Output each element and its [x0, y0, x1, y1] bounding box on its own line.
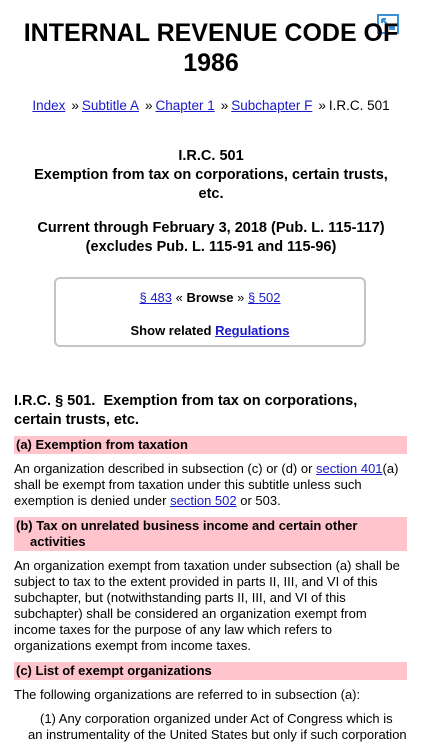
breadcrumb-separator: »	[144, 98, 153, 113]
main-section-heading	[14, 392, 408, 430]
breadcrumb-current: I.R.C. 501	[328, 98, 390, 113]
subsection-b-heading	[14, 517, 407, 551]
breadcrumb-separator: »	[318, 98, 326, 113]
subsection-c-item-1: (1) Any corporation organized under Act of Congress which is an instrumentality of the United States but only if such corporation	[28, 711, 407, 742]
section-number: I.R.C. 501	[178, 148, 244, 164]
breadcrumb-subchapter-f[interactable]: Subchapter F	[231, 98, 313, 113]
regulations-link[interactable]: Regulations	[215, 323, 290, 338]
subsection-a-line2: shall be exempt from taxation under this subtitle unless such	[14, 477, 362, 492]
next-arrow: »	[237, 290, 245, 305]
breadcrumb-separator: »	[220, 98, 229, 113]
section-heading	[14, 147, 408, 204]
prev-arrow: «	[175, 290, 183, 305]
main-heading-line2: certain trusts, etc.	[14, 412, 139, 428]
prev-section-link[interactable]: § 483	[139, 290, 173, 305]
subsection-a-line3	[14, 493, 408, 509]
subsection-a-line3-suffix: or 503.	[236, 493, 281, 508]
subsection-a-heading	[14, 436, 407, 454]
page-title-line1: INTERNAL REVENUE CODE OF	[23, 19, 399, 47]
browse-row	[56, 289, 364, 306]
show-related-row	[56, 322, 364, 339]
main-heading-line1: I.R.C. § 501. Exemption from tax on corporations,	[14, 393, 358, 409]
breadcrumb-index[interactable]: Index	[32, 98, 66, 113]
section-502-link[interactable]: section 502	[170, 493, 237, 508]
subsection-a-line1-suffix: (a)	[382, 461, 399, 476]
currency-note	[14, 219, 408, 257]
breadcrumb-separator: »	[71, 98, 79, 113]
subsection-a-line1	[14, 461, 408, 477]
subsection-a-line3-text: exemption is denied under	[14, 493, 171, 508]
subsection-a-heading-text: (a) Exemption from taxation	[16, 437, 188, 452]
page-title	[0, 18, 422, 78]
browse-nav-box	[54, 277, 366, 347]
subsection-b-heading-line2: activities	[30, 534, 86, 549]
currency-line2: (excludes Pub. L. 115-91 and 115-96)	[85, 239, 337, 255]
subsection-a-text	[14, 461, 408, 509]
next-section-link[interactable]: § 502	[247, 290, 281, 305]
subsection-c-heading-text: (c) List of exempt organizations	[16, 663, 212, 678]
breadcrumb	[0, 97, 422, 114]
subsection-b-heading-line1: (b) Tax on unrelated business income and certain other	[16, 518, 358, 533]
section-title-line1: Exemption from tax on corporations, certain trusts,	[34, 167, 388, 183]
section-401-link[interactable]: section 401	[316, 461, 383, 476]
subsection-b-text: An organization exempt from taxation under subsection (a) shall be subject to tax to the extent provided in parts II, III, and VI of this subchapter, but (notwithstanding parts II, III, and VI of this subchapter) shall be considered an organization exempt from income taxes for the purpose of any law which refers to organizations exempt from income taxes.	[14, 558, 400, 653]
page-title-line2: 1986	[183, 49, 239, 77]
subsection-a-line1-text: An organization described in subsection (c) or (d) or	[14, 461, 317, 476]
section-title-line2: etc.	[198, 186, 224, 202]
currency-line1: Current through February 3, 2018 (Pub. L. 115-117)	[37, 220, 385, 236]
subsection-c-heading	[14, 662, 407, 680]
breadcrumb-chapter-1[interactable]: Chapter 1	[155, 98, 215, 113]
show-related-label: Show related	[130, 323, 212, 338]
browse-label: Browse	[186, 290, 234, 305]
breadcrumb-subtitle-a[interactable]: Subtitle A	[81, 98, 139, 113]
subsection-c-text: The following organizations are referred to in subsection (a):	[14, 687, 361, 702]
